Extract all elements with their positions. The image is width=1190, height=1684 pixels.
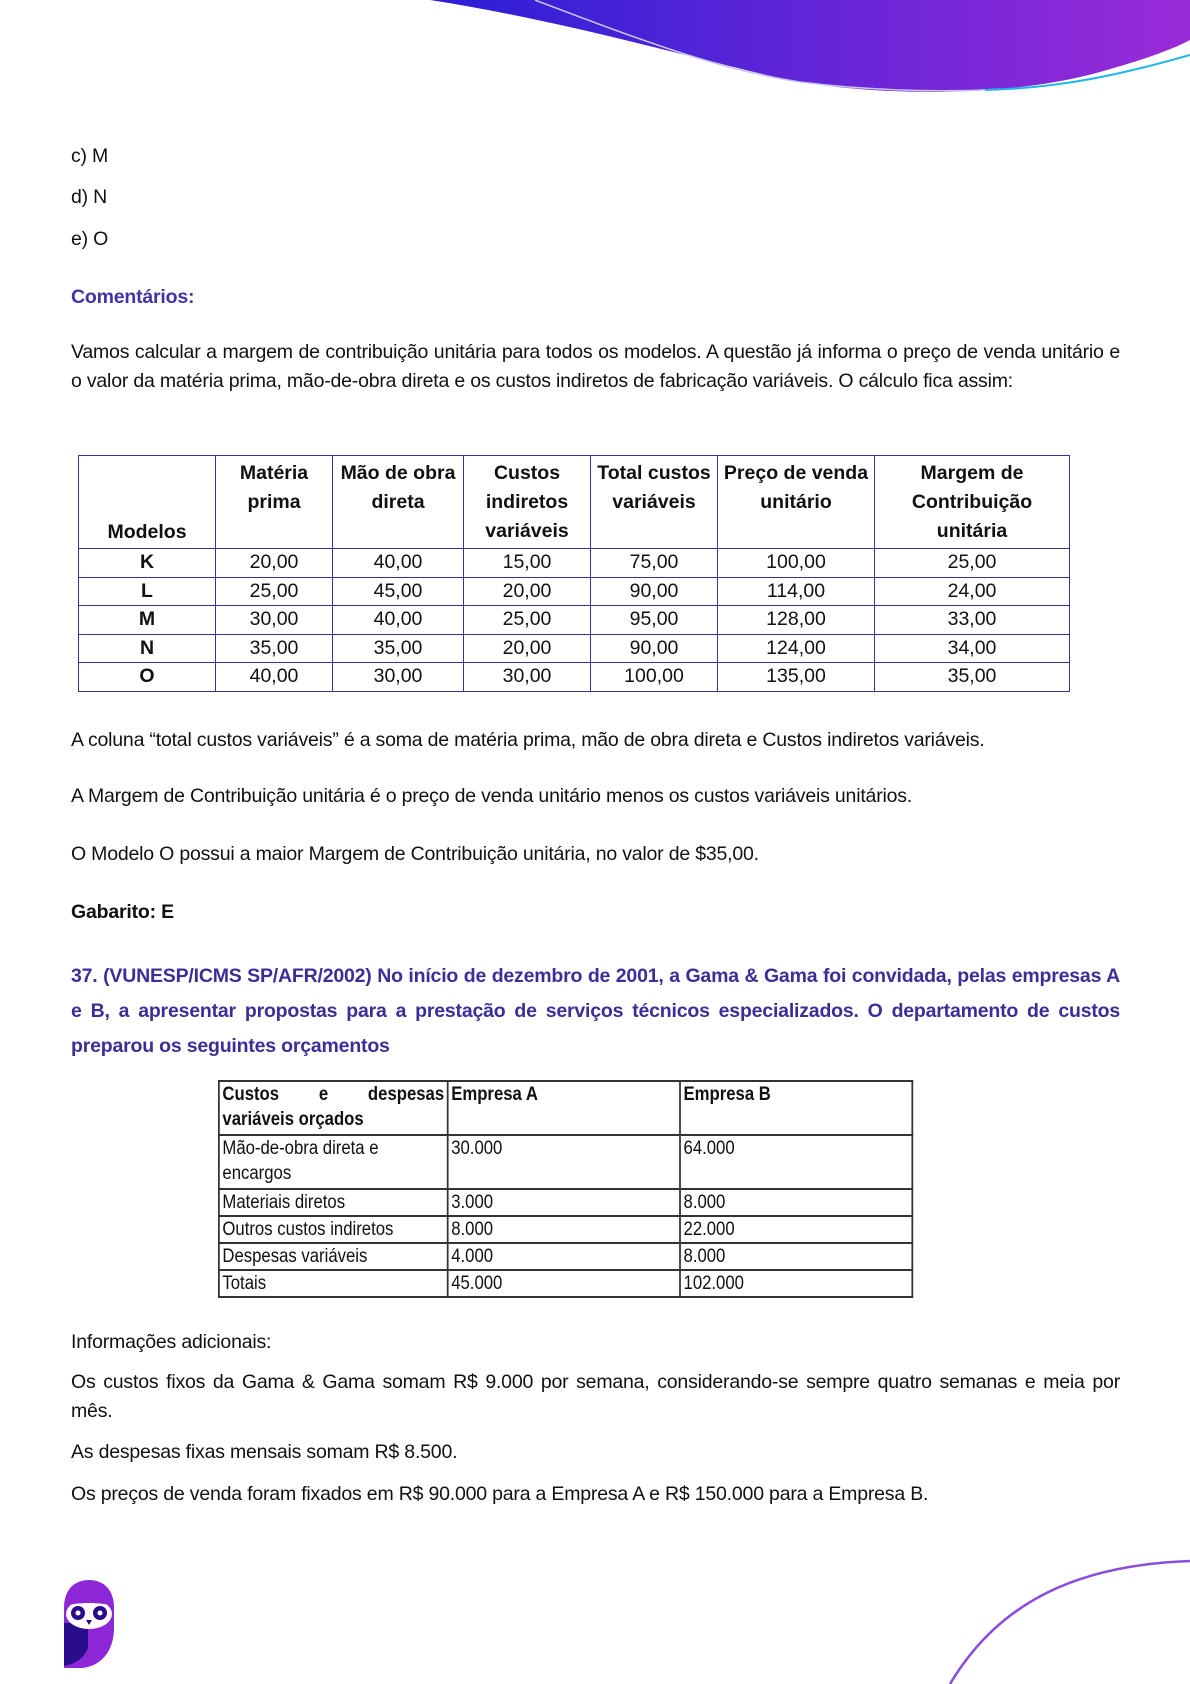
cell: 25,00 [875,549,1070,578]
cell: 30,00 [216,606,333,635]
sale-prices-info: Os preços de venda foram fixados em R$ 90.000 para a Empresa A e R$ 150.000 para a Empresa B. [71,1483,929,1505]
table-row [79,663,1070,692]
cell: 20,00 [464,634,591,663]
cell: 25,00 [216,577,333,606]
cell: 35,00 [216,634,333,663]
cell-item: Materiais diretos [219,1189,448,1216]
cell: 100,00 [718,549,875,578]
cell: 100,00 [591,663,718,692]
fixed-costs-info: Os custos fixos da Gama & Gama somam R$ 9.000 por semana, considerando-se sempre quatro semanas e meia por mês. [71,1371,1120,1422]
explanation-sum: A coluna “total custos variáveis” é a soma de matéria prima, mão de obra direta e Custos indiretos variáveis. [71,729,985,751]
cell: 45.000 [448,1270,680,1297]
table-row [79,549,1070,578]
header-total-custos: Total custos variáveis [591,456,718,549]
explanation-conclusion: O Modelo O possui a maior Margem de Contribuição unitária, no valor de $35,00. [71,843,759,865]
table-row [79,606,1070,635]
header-custos-despesas: Custos e despesas variáveis orçados [219,1081,448,1135]
table-row [79,634,1070,663]
answer-key: Gabarito: E [71,901,174,923]
cell: 4.000 [448,1243,680,1270]
cell: 8.000 [448,1216,680,1243]
table-row [219,1189,912,1216]
header-mao-de-obra: Mão de obra direta [333,456,464,549]
cell: 90,00 [591,634,718,663]
cell: 90,00 [591,577,718,606]
table-header-row [79,456,1070,549]
cell: 8.000 [680,1189,912,1216]
cell: 124,00 [718,634,875,663]
table-row [219,1243,912,1270]
cell: 40,00 [333,549,464,578]
cell: 75,00 [591,549,718,578]
cell: 40,00 [333,606,464,635]
cell: 30,00 [464,663,591,692]
cell: 95,00 [591,606,718,635]
cell-item: Outros custos indiretos [219,1216,448,1243]
cell: 24,00 [875,577,1070,606]
cell: 34,00 [875,634,1070,663]
cell: 30,00 [333,663,464,692]
cell: 22.000 [680,1216,912,1243]
header-modelos: Modelos [79,456,216,549]
table-row [219,1216,912,1243]
footer-curve-decoration [0,1520,1190,1684]
cell: 128,00 [718,606,875,635]
owl-logo-icon [62,1578,116,1670]
cell-item: Despesas variáveis [219,1243,448,1270]
cell: 35,00 [875,663,1070,692]
cell: 20,00 [464,577,591,606]
cell-model: O [79,663,216,692]
cell: 33,00 [875,606,1070,635]
cell: 20,00 [216,549,333,578]
header-preco-venda: Preço de venda unitário [718,456,875,549]
header-empresa-a: Empresa A [448,1081,680,1135]
cell: 25,00 [464,606,591,635]
cell: 102.000 [680,1270,912,1297]
option-c: c) M [71,145,109,167]
cell-model: M [79,606,216,635]
comments-heading: Comentários: [71,286,195,308]
cell-model: N [79,634,216,663]
cell: 135,00 [718,663,875,692]
table-row [219,1135,912,1189]
cell-item: Mão-de-obra direta e encargos [219,1135,448,1189]
explanation-margin: A Margem de Contribuição unitária é o preço de venda unitário menos os custos variáveis unitários. [71,785,913,807]
cell-model: K [79,549,216,578]
table-header-row [219,1081,912,1135]
cell: 35,00 [333,634,464,663]
cell-item: Totais [219,1270,448,1297]
cell: 45,00 [333,577,464,606]
fixed-expenses-info: As despesas fixas mensais somam R$ 8.500. [71,1441,458,1463]
contribution-margin-table [78,455,1070,692]
header-empresa-b: Empresa B [680,1081,912,1135]
header-wave-decoration [0,0,1190,110]
option-d: d) N [71,186,108,208]
cell: 114,00 [718,577,875,606]
option-e: e) O [71,228,109,250]
cell-model: L [79,577,216,606]
budget-table [218,1080,913,1298]
table-row [219,1270,912,1297]
cell: 40,00 [216,663,333,692]
header-margem-contribuicao: Margem de Contribuição unitária [875,456,1070,549]
additional-info-heading: Informações adicionais: [71,1331,272,1353]
cell: 8.000 [680,1243,912,1270]
intro-paragraph: Vamos calcular a margem de contribuição unitária para todos os modelos. A questão já informa o preço de venda unitário e o valor da matéria prima, mão-de-obra direta e os custos indiretos de fabricação variáveis. O cálculo fica assim: [71,341,1120,392]
cell: 30.000 [448,1135,680,1189]
cell: 64.000 [680,1135,912,1189]
header-materia-prima: Matéria prima [216,456,333,549]
question-37: 37. (VUNESP/ICMS SP/AFR/2002) No início de dezembro de 2001, a Gama & Gama foi convidada, pelas empresas A e B, a apresentar propostas para a prestação de serviços técnicos especializados. O departamento de custos preparou os seguintes orçamentos [71,965,1120,1057]
cell: 15,00 [464,549,591,578]
table-row [79,577,1070,606]
header-custos-indiretos: Custos indiretos variáveis [464,456,591,549]
cell: 3.000 [448,1189,680,1216]
